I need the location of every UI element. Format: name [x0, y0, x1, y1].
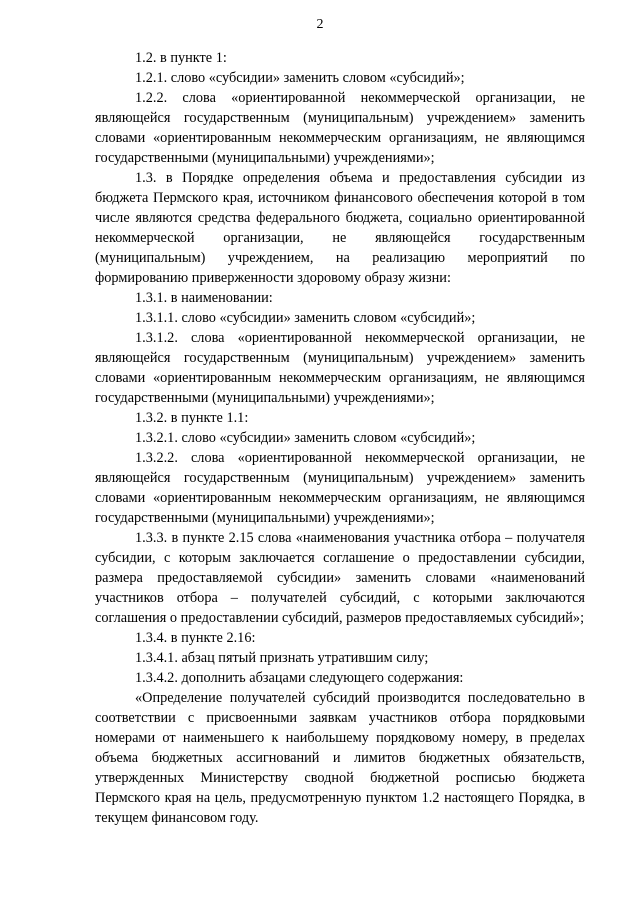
paragraph-1-3-2-1: 1.3.2.1. слово «субсидии» заменить словом «субсидий»;: [135, 430, 476, 446]
paragraph-1-3-4-1: 1.3.4.1. абзац пятый признать утратившим силу;: [135, 650, 429, 666]
paragraph-1-3-2-2: 1.3.2.2. слова «ориентированной некоммерческой организации, не являющейся государственным (муниципальным) учреждением» заменить словами «ориентированным некоммерческим организациям, не являющимся государственными (муниципальными) учреждениями»;: [95, 450, 585, 526]
paragraph-1-2-2: 1.2.2. слова «ориентированной некоммерческой организации, не являющейся государственным (муниципальным) учреждением» заменить словами «ориентированным некоммерческим организациям, не являющимся государственными (муниципальными) учреждениями»;: [95, 90, 585, 166]
paragraph-1-3-3: 1.3.3. в пункте 2.15 слова «наименования участника отбора – получателя субсидии, с которым заключается соглашение о предоставлении субсидии, размера предоставляемой субсидии» заменить словами «наименований участников отбора – получателей субсидий, с которыми заключаются соглашения о предоставлении субсидий, размеров предоставляемых субсидий»;: [95, 530, 585, 626]
paragraph-1-3-4-2: 1.3.4.2. дополнить абзацами следующего содержания:: [135, 670, 464, 686]
quoted-paragraph: «Определение получателей субсидий производится последовательно в соответствии с присвоенными заявкам участников отбора порядковыми номерами от наименьшего к наибольшему порядковому номеру, в пределах объема бюджетных ассигнований и лимитов бюджетных обязательств, утвержденных Министерству сводной бюджетной росписью бюджета Пермского края на цель, предусмотренную пунктом 1.2 настоящего Порядка, в текущем финансовом году.: [95, 690, 585, 826]
page-number: 2: [316, 17, 324, 32]
paragraph-1-3-2: 1.3.2. в пункте 1.1:: [135, 410, 249, 426]
paragraph-1-2-1: 1.2.1. слово «субсидии» заменить словом «субсидий»;: [135, 70, 465, 86]
document-body: [95, 48, 585, 828]
paragraph-1-3-1-1: 1.3.1.1. слово «субсидии» заменить словом «субсидий»;: [135, 310, 476, 326]
paragraph-1-2: 1.2. в пункте 1:: [135, 50, 227, 66]
paragraph-1-3-1-2: 1.3.1.2. слова «ориентированной некоммерческой организации, не являющейся государственным (муниципальным) учреждением» заменить словами «ориентированным некоммерческим организациям, не являющимся государственными (муниципальными) учреждениями»;: [95, 330, 585, 406]
paragraph-1-3: 1.3. в Порядке определения объема и предоставления субсидии из бюджета Пермского края, источником финансового обеспечения которой в том числе являются средства федерального бюджета, социально ориентированной некоммерческой организации, не являющейся государственным (муниципальным) учреждением, на реализацию мероприятий по формированию приверженности здоровому образу жизни:: [95, 170, 585, 286]
paragraph-1-3-1: 1.3.1. в наименовании:: [135, 290, 273, 306]
paragraph-1-3-4: 1.3.4. в пункте 2.16:: [135, 630, 256, 646]
